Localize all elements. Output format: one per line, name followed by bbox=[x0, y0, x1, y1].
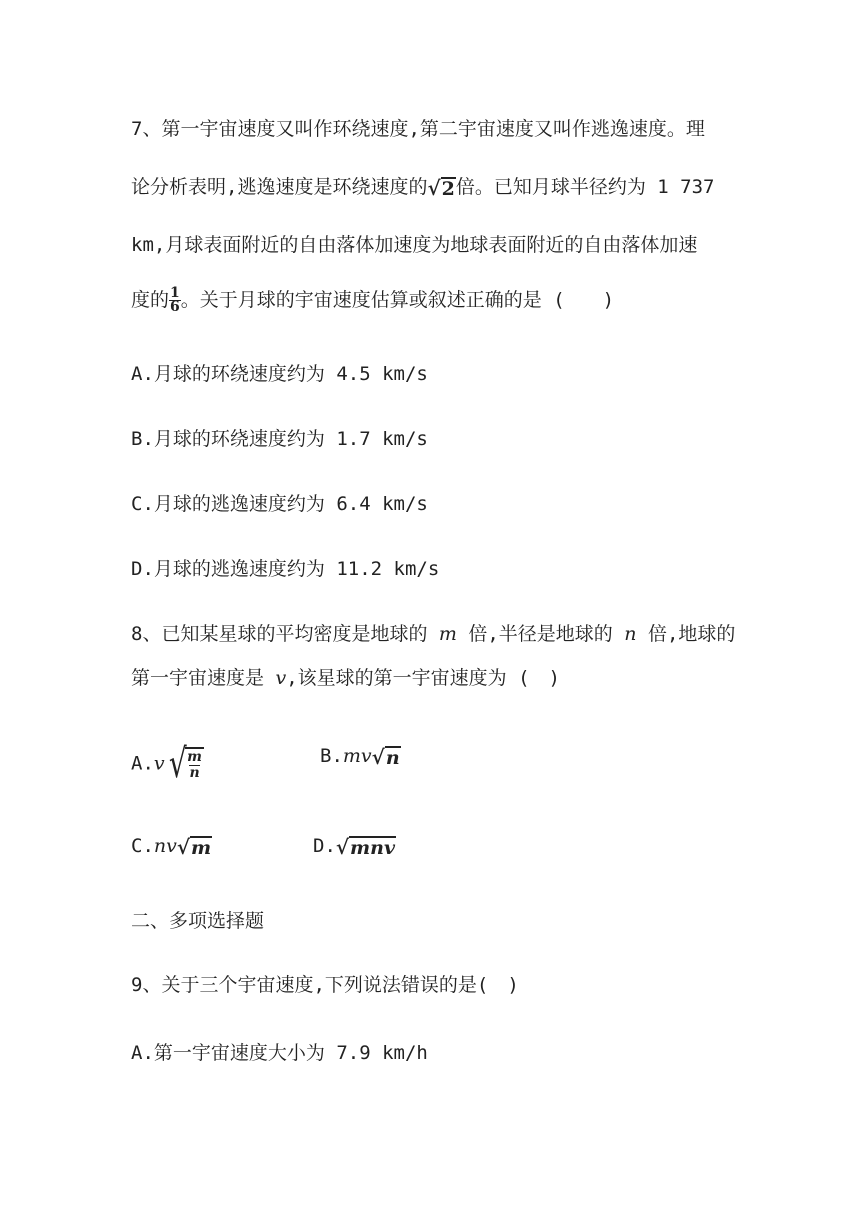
q7-option-d: D.月球的逃逸速度约为 11.2 km/s bbox=[131, 558, 440, 580]
q9-line-1: 9、关于三个宇宙速度,下列说法错误的是( ) bbox=[131, 974, 519, 996]
q7-line-4-text-a: 度的 bbox=[131, 289, 170, 311]
sqrt-denominator: n bbox=[189, 765, 200, 781]
sqrt-mnv: √ mnv bbox=[335, 834, 396, 859]
var-m: m bbox=[438, 623, 457, 645]
q8-line-1 bbox=[131, 620, 735, 648]
sqrt-n: √ n bbox=[371, 744, 400, 769]
q8-option-b bbox=[320, 742, 401, 770]
q8-line-1-text-c: 倍,地球的 bbox=[636, 623, 736, 645]
q8-line-1-text-a: 8、已知某星球的平均密度是地球的 bbox=[131, 623, 439, 645]
sqrt-numerator: m bbox=[187, 749, 202, 765]
sqrt-mnv-value: mnv bbox=[350, 836, 396, 859]
sqrt-two-value: 2 bbox=[441, 177, 455, 200]
q8-option-a-v: v bbox=[153, 752, 165, 775]
q7-option-c: C.月球的逃逸速度约为 6.4 km/s bbox=[131, 493, 428, 515]
fraction-one-sixth bbox=[169, 287, 181, 314]
var-v: v bbox=[275, 667, 287, 689]
q7-line-4-text-b: 。关于月球的宇宙速度估算或叙述正确的是 ( ) bbox=[180, 289, 615, 311]
var-n: n bbox=[624, 623, 637, 645]
sqrt-m: √ m bbox=[176, 834, 212, 859]
q7-line-2-text-b: 倍。已知月球半径约为 1 737 bbox=[455, 176, 715, 198]
q8-line-2-text-a: 第一宇宙速度是 bbox=[131, 667, 276, 689]
q7-line-2 bbox=[131, 173, 714, 201]
fraction-numerator: 1 bbox=[170, 285, 180, 301]
sqrt-n-value: n bbox=[385, 746, 400, 769]
sqrt-m-over-n: √ $\frac{m}{n}$ bbox=[168, 741, 202, 787]
q8-option-c-label: C. bbox=[131, 835, 154, 857]
sqrt-m-value: m bbox=[191, 836, 212, 859]
q8-option-c bbox=[131, 832, 212, 860]
q8-option-c-coef: nv bbox=[153, 835, 177, 857]
q8-option-d bbox=[313, 832, 396, 860]
q8-line-2-text-b: ,该星球的第一宇宙速度为 ( ) bbox=[286, 667, 560, 689]
q8-line-1-text-b: 倍,半径是地球的 bbox=[456, 623, 625, 645]
q7-option-a: A.月球的环绕速度约为 4.5 km/s bbox=[131, 363, 428, 385]
q8-option-a-label: A. bbox=[131, 752, 154, 775]
q9-option-a: A.第一宇宙速度大小为 7.9 km/h bbox=[131, 1042, 428, 1064]
q7-option-b: B.月球的环绕速度约为 1.7 km/s bbox=[131, 428, 428, 450]
q7-line-3: km,月球表面附近的自由落体加速度为地球表面附近的自由落体加速 bbox=[131, 234, 698, 256]
fraction-denominator: 6 bbox=[170, 299, 180, 315]
q8-line-2 bbox=[131, 664, 560, 692]
sqrt-two: √ 2 bbox=[427, 175, 455, 200]
q7-line-2-text-a: 论分析表明,逃逸速度是环绕速度的 bbox=[131, 176, 428, 198]
q8-option-b-coef: mv bbox=[342, 745, 372, 767]
q8-option-d-label: D. bbox=[313, 835, 336, 857]
q7-line-4 bbox=[131, 286, 614, 314]
q8-option-a bbox=[131, 742, 204, 786]
q8-option-b-label: B. bbox=[320, 745, 343, 767]
section-heading: 二、多项选择题 bbox=[131, 910, 265, 932]
q7-line-1: 7、第一宇宙速度又叫作环绕速度,第二宇宙速度又叫作逃逸速度。理 bbox=[131, 118, 705, 140]
